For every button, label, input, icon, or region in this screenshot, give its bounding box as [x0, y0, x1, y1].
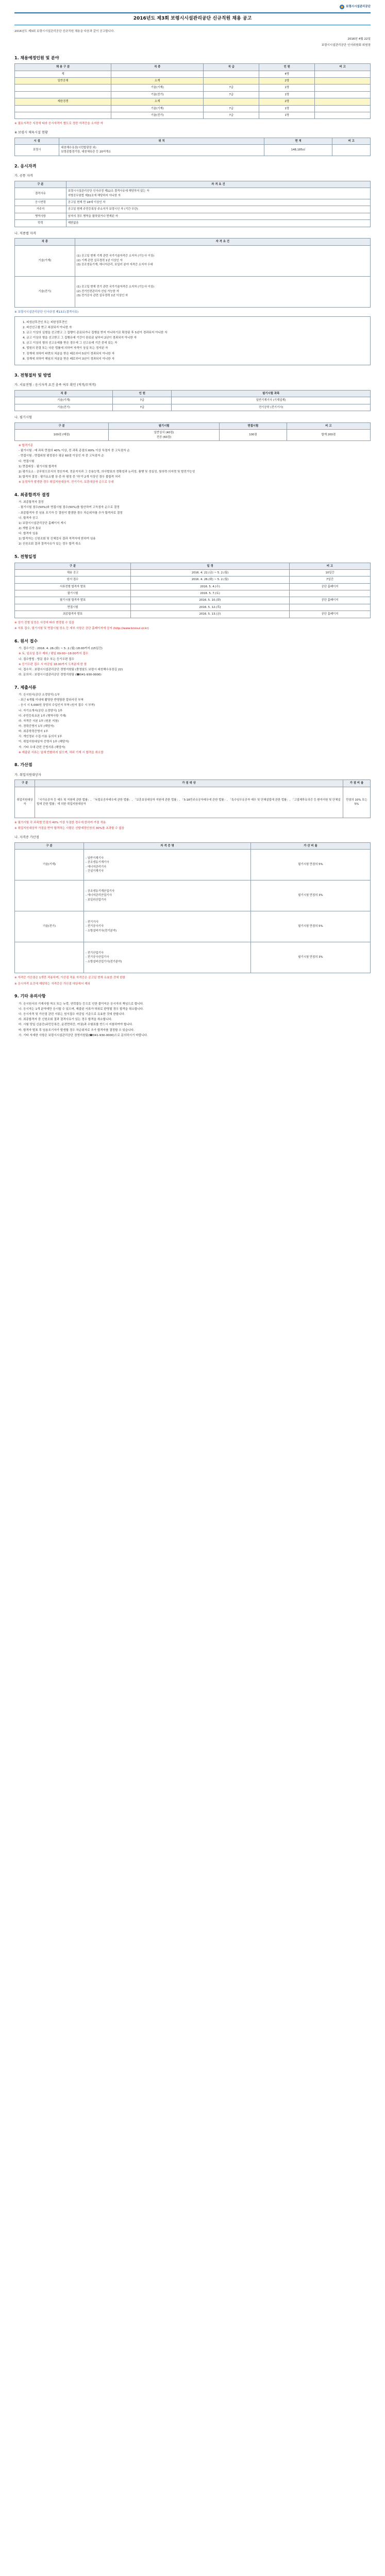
text-line: ※ 제출된 서류는 일체 반환하지 않으며, 허위 기재 시 합격을 취소함: [19, 751, 104, 754]
table-cell: 기술(전기): [111, 112, 204, 118]
table-cell: 필기시험 만점의 5%: [250, 911, 370, 942]
table-header-cell: 구 분: [15, 181, 66, 188]
table-row: [15, 611, 371, 618]
table-cell: [289, 604, 370, 611]
section-6-heading: 6. 원서 접수: [14, 638, 38, 643]
text-line: - 응시 시 5,000원 상당의 수입인지 부착 (원서 접수 시 부착): [19, 704, 95, 707]
cert-bonus-table: [14, 842, 371, 973]
table-cell: 100점: [220, 430, 287, 441]
table-row: [15, 597, 371, 604]
table-row: [15, 850, 371, 880]
issuing-org: 보령시시설관리공단 인사위원회 위원장: [321, 44, 371, 47]
table-header-cell: 가 점 비 율: [343, 780, 370, 787]
section-5-heading: 5. 전형일정: [14, 554, 37, 560]
text-line: ※ 동점자가 발생한 경우 취업지원대상자, 전기기사, 보훈대상자 순으로 우대: [19, 481, 114, 484]
table-cell: 원서 접수: [15, 577, 131, 583]
exam-subject-table: [14, 390, 371, 411]
text-line: 7. 징계에 의하여 파면의 처분을 받은 때로부터 5년이 경과되지 아니한 자: [23, 352, 114, 355]
text-line: 6. 법원의 판결 또는 다른 법률에 의하여 자격이 상실 또는 정지된 자: [23, 347, 108, 350]
table-row: [15, 942, 371, 973]
table-header-cell: 일 정: [131, 563, 290, 569]
table-cell: 기술(기계): [111, 105, 204, 112]
schedule-table: [14, 563, 371, 618]
application-text: [14, 647, 371, 677]
table-row: [15, 91, 371, 98]
table-cell: - 일반기계기사 - 공조냉동기계기사 - 에너지관리기사 - 건설기계기사: [84, 850, 251, 880]
table-cell: [315, 78, 371, 84]
table-header-cell: 자 격 증 명: [84, 842, 251, 849]
table-cell: 2명: [259, 78, 315, 84]
table-cell: 2016. 5. 13.(금): [131, 611, 290, 618]
table-cell: 거주지: [15, 206, 66, 213]
text-line: 다. 합격자 임용: [19, 532, 38, 536]
table-cell: 서류전형 합격자 발표: [15, 583, 131, 590]
table-cell: 기술(전기): [15, 404, 113, 411]
misc-notes: [14, 1002, 371, 1038]
table-cell: 응시연령: [15, 199, 66, 206]
table-header-cell: 직 종: [15, 390, 113, 397]
quota-note: ※ 필요자격증 지정에 따라 응시자격이 별도로 정한 자격증을 소지한 자: [14, 122, 103, 126]
table-cell: [332, 144, 371, 156]
intro-text: 2016년도 제3회 보령시시설관리공단 신규직원 채용을 다음과 같이 공고합니다.: [14, 29, 115, 33]
text-line: 가. 응시원서(공단 소정양식) 1부: [19, 693, 60, 697]
text-line: 나. 합격자 공고: [19, 516, 38, 520]
section-9-heading: 9. 기타 유의사항: [14, 994, 46, 999]
section-7-heading: 7. 제출서류: [14, 685, 37, 690]
table-cell: [15, 105, 111, 112]
table-cell: 필기시험 합격자 발표: [15, 597, 131, 604]
table-cell: 일반상식 (40점) 전공 (60점): [109, 430, 220, 441]
text-line: 나. 응시자는 1개 분야에만 응시할 수 있으며, 제출된 서류가 허위로 판명될 경우 합격을 취소합니다.: [19, 1007, 144, 1011]
text-line: ※ 취업지원대상자 가점을 받아 합격하는 사람은 선발예정인원의 30%를 초과할 수 없음: [14, 827, 125, 831]
table-header-cell: 인 원: [259, 64, 315, 71]
text-line: 다. 면접시험: [19, 460, 35, 463]
table-row: [15, 105, 371, 112]
text-line: 라. 문의처 : 보령시시설관리공단 경영지원팀 (☎041-930-0000): [19, 673, 102, 676]
text-line: 8. 징계에 의하여 해임의 처분을 받은 때로부터 3년이 경과되지 아니한 자: [23, 357, 114, 361]
table-cell: 7일간: [289, 577, 370, 583]
table-row: [15, 583, 371, 590]
text-line: 가. 응시원서의 기재사항 착오 또는 누락, 연락불능 등으로 인한 불이익은 응시자의 책임으로 합니다.: [19, 1002, 144, 1006]
schedule-note: ※ 상기 전형 일정은 사정에 따라 변경될 수 있음: [14, 621, 75, 624]
table-header-cell: 가 점 대 상: [35, 780, 343, 787]
table-cell: 필기시험 만점의 5%: [250, 850, 370, 880]
text-line: 2) 개별 문자 통보: [19, 527, 41, 530]
text-line: 마. 경력증명서 1부 (해당자): [19, 724, 55, 728]
table-cell: 100점 (배점): [15, 430, 109, 441]
table-cell: 1명: [259, 112, 315, 118]
schedule-note-2: ※ 서류 접수, 필기시험 및 면접시험 장소 등 세부 사항은 공단 홈페이지에 공지 (http://www.brsisul.or.kr): [14, 627, 149, 631]
table-cell: 4명: [259, 71, 315, 77]
table-row: [15, 206, 371, 213]
text-line: 1. 피성년후견인 또는 피한정후견인: [23, 320, 68, 324]
table-row: [15, 71, 371, 77]
text-line: 2. 파산선고를 받고 복권되지 아니한 자: [23, 326, 72, 329]
table-cell: 기술(전기): [15, 276, 75, 307]
facility-subheading: ※ 보령시 체육시설 현황: [14, 130, 48, 134]
table-row: [15, 404, 371, 411]
notice-date: 2016년 4월 22일: [347, 37, 371, 41]
table-cell: 남자의 경우 병역을 필하였거나 면제된 자: [66, 213, 370, 219]
table-header-cell: 인 원: [113, 390, 172, 397]
table-cell: 「국가유공자 등 예우 및 지원에 관한 법률」, 「독립유공자예우에 관한 법률」, 「보훈보상대상자 지원에 관한 법률」, 「5·18민주유공자예우에 관한 법률」, 「특수임무유공자 예우 및 단체설립에 관한 법률」, 「고엽제후유의증 등 환자지원 및 단체설립에 관한 법률」에 의한 취업지원대상자: [35, 787, 343, 818]
table-cell: 일반기계기사 (기계설계): [172, 397, 371, 404]
table-header-cell: 면 적: [264, 138, 332, 144]
text-line: 다. 주민등록초본 1부 (병역사항 기재): [19, 714, 66, 718]
table-cell: [15, 112, 111, 118]
table-cell: 1명: [259, 91, 315, 98]
text-line: - 필기시험 점수(50%)와 면접시험 점수(50%)를 합산하여 고득점자 순으로 결정: [19, 506, 120, 510]
text-line: ※ 필기시험 각 과목별 만점의 40% 이상 득점한 경우에 한하여 가점 적용: [14, 821, 106, 824]
table-cell: 보령시시설관리공단 인사규정 제12조 결격사유에 해당하지 않는 자 지방공무원법 제31조에 해당하지 아니한 자: [66, 188, 370, 199]
table-cell: 기술(기계): [15, 850, 84, 880]
table-cell: 7급: [204, 91, 259, 98]
table-cell: 채용 공고: [15, 569, 131, 576]
table-cell: [15, 84, 111, 91]
disqualification-note: ※ 보령시시설관리공단 인사규정 제13조(결격사유): [14, 310, 79, 314]
veteran-notes: [14, 821, 371, 831]
table-cell: [315, 71, 371, 77]
table-row: [15, 220, 371, 227]
table-header-cell: 채 용 구 분: [15, 64, 111, 71]
text-line: 가. 최종합격자 결정: [19, 501, 44, 504]
table-row: [15, 98, 371, 105]
text-line: 바. 최종학력증명서 1부: [19, 730, 48, 734]
table-cell: 공고일 현재 주민등록상 주소지가 보령시인 자 (기간 무관): [66, 206, 370, 213]
text-line: 다. 접수처 : 보령시시설관리공단 경영지원팀 (충청남도 보령시 대천해수욕장길 22): [19, 668, 123, 671]
table-cell: 학력: [15, 220, 66, 227]
facility-table: [14, 138, 371, 156]
table-cell: 2명: [259, 98, 315, 105]
table-header-cell: 필기시험: [109, 422, 220, 429]
text-line: ※ 자격증 가산점은 1개만 적용하며, 가산점 적용 자격증은 공고일 현재 유효한 것에 한함: [14, 976, 126, 980]
table-cell: 대천해수욕장(시민탑광장 외) 보령종합경기장, 대천체육관 등 20여개소: [59, 144, 264, 156]
selection-process-text: [14, 444, 371, 485]
header-logo: [14, 3, 371, 10]
table-cell: [289, 590, 370, 597]
table-cell: 7급: [113, 397, 172, 404]
table-cell: [204, 78, 259, 84]
table-cell: 결격사유: [15, 188, 66, 199]
table-cell: [315, 105, 371, 112]
text-line: ※ 응시자격 요건에 해당하는 자격증은 가산점 대상에서 제외: [14, 982, 90, 986]
text-line: 다. 응시자격 및 가산점 관련 서류는 원서접수 마감일 기준으로 유효한 것에 한합니다.: [19, 1013, 125, 1016]
score-table: [14, 422, 371, 441]
table-cell: 148,185㎡: [264, 144, 332, 156]
text-line: 1) 면접대상 : 필기시험 합격자: [19, 465, 57, 468]
table-header-cell: 직 종: [111, 64, 204, 71]
table-cell: 전기공학 (전기기사): [172, 404, 371, 411]
table-header-cell: 구 분: [15, 780, 35, 787]
final-selection-text: [14, 500, 371, 547]
table-cell: 면접시험: [15, 604, 131, 611]
job-qual-table: [14, 238, 371, 307]
section-4-heading: 4. 최종합격자 결정: [14, 492, 50, 497]
table-cell: [315, 112, 371, 118]
veteran-subheading: 가. 취업지원대상자: [14, 773, 41, 777]
title-bar: [14, 12, 371, 25]
logo-text: 보령시시설관리공단: [346, 5, 371, 8]
text-line: - 면접시험 : 면접위원 평정점수 평균 60점 이상인 자 중 고득점자 순: [19, 454, 104, 458]
table-header-cell: 면접시험: [220, 422, 287, 429]
table-cell: 7급: [204, 84, 259, 91]
text-line: 라. 자격증 사본 1부 (원본 지참): [19, 719, 59, 723]
table-cell: 기술(전기): [15, 911, 84, 942]
table-cell: 1명: [259, 84, 315, 91]
job-qual-subheading: 나. 직종별 자격: [14, 231, 36, 235]
table-header-cell: 직 종: [15, 239, 75, 245]
text-line: 사. 기타 자세한 사항은 보령시시설관리공단 경영지원팀(☎041-930-0000)으로 문의하시기 바랍니다.: [19, 1033, 148, 1037]
table-cell: 7급: [113, 404, 172, 411]
table-cell: [15, 942, 84, 973]
text-line: 3) 합격자 결정 : 평가요소별 상·중·하 평정 중 '하'가 2개 이상인 경우 불합격 처리: [19, 476, 121, 479]
table-cell: 소계: [111, 78, 204, 84]
text-line: 2) 신원조회 결과 결격사유가 있는 경우 합격 취소: [19, 543, 81, 546]
table-cell: - 전기기사 - 전기공사기사 - 소방설비기사(전기분야): [84, 911, 251, 942]
table-cell: 제한경쟁: [15, 98, 111, 105]
table-cell: 7급: [204, 112, 259, 118]
table-cell: 7급: [204, 105, 259, 112]
table-row: [15, 276, 371, 307]
table-cell: [204, 98, 259, 105]
text-line: 1) 보령시시설관리공단 홈페이지 게시: [19, 521, 66, 525]
table-row: [15, 430, 371, 441]
table-cell: (1) 공고일 현재 전기 관련 국가기술자격증 소지자 (기능사 이상) (2) 전기안전관리자 선임 가능한 자 (3) 전기공사 관련 실무경력 1년 이상인 자: [75, 276, 370, 307]
org-logo-icon: [340, 5, 344, 9]
table-cell: [111, 71, 204, 77]
written-exam-subheading: 나. 필기시험: [14, 416, 32, 420]
table-row: [15, 880, 371, 911]
table-cell: [204, 71, 259, 77]
section-8-heading: 8. 가산점: [14, 762, 32, 768]
table-cell: 병역사항: [15, 213, 66, 219]
text-line: 4. 금고 이상의 형을 선고받고 그 집행유예 기간이 완료된 날부터 2년이 경과되지 아니한 자: [23, 336, 137, 340]
table-cell: [15, 880, 84, 911]
section-1-heading: 1. 채용예정인원 및 분야: [14, 55, 59, 60]
table-row: [15, 78, 371, 84]
text-line: 가. 접수기간 : 2016. 4. 26.(화) ~ 5. 2.(월) 18:00까지 (15일간): [19, 647, 103, 651]
table-cell: 공단 홈페이지: [289, 583, 370, 590]
table-cell: 만점의 10% 또는 5%: [343, 787, 370, 818]
page-title: 2016년도 제3회 보령시시설관리공단 신규직원 채용 공고: [133, 16, 252, 21]
table-header-cell: 자 격 요 건: [75, 239, 370, 245]
text-line: 3. 금고 이상의 실형을 선고받고 그 집행이 종료되거나 집행을 받지 아니하기로 확정된 후 5년이 경과되지 아니한 자: [23, 331, 168, 335]
table-header-cell: 구 분: [15, 422, 109, 429]
recruit-quota-table: [14, 63, 371, 119]
table-row: [15, 569, 371, 576]
text-line: - 필기시험 : 매 과목 만점의 40% 이상, 전 과목 총점의 60% 이상 득점자 중 고득점자 순: [19, 449, 130, 453]
table-row: [15, 199, 371, 206]
table-row: [15, 911, 371, 942]
table-header-cell: 비 고: [332, 138, 371, 144]
table-header-cell: 시 설: [15, 138, 59, 144]
table-header-cell: 비 고: [315, 64, 371, 71]
text-line: - 최근 6개월 이내에 촬영한 반명함판 칼라사진 부착: [19, 699, 84, 702]
text-line: 라. 최종합격자 중 신원조회 결과 결격사유가 있는 경우 합격을 취소합니다.: [19, 1018, 112, 1022]
table-cell: 계: [15, 71, 111, 77]
table-header-cell: 자 격 요 건: [66, 181, 370, 188]
table-row: [15, 188, 371, 199]
table-row: [15, 245, 371, 276]
table-header-cell: 가 산 비 율: [250, 842, 370, 849]
table-cell: 소계: [111, 98, 204, 105]
table-cell: [315, 98, 371, 105]
text-line: 마. 시험 당일 신분증(주민등록증, 운전면허증, 여권)과 수험표를 반드시 지참하여야 합니다.: [19, 1023, 133, 1027]
table-row: [15, 397, 371, 404]
text-line: 나. 자기소개서(공단 소정양식) 1부: [19, 709, 63, 713]
table-cell: 공단 홈페이지: [289, 597, 370, 604]
table-row: [15, 604, 371, 611]
table-cell: 필기시험: [15, 590, 131, 597]
section-2-heading: 2. 응시자격: [14, 163, 37, 168]
text-line: ※ 토, 일요일 접수 제외 / 평일 09:00~18:00까지 접수: [19, 652, 89, 656]
table-cell: 10일간: [289, 569, 370, 576]
text-line: 바. 합격자 발표 후 임용포기자가 발생할 경우 차순위자로 추가 합격자를 결정할 수 있습니다.: [19, 1028, 135, 1032]
cert-notes: [14, 976, 371, 986]
cert-subheading: 나. 자격증 가산점: [14, 836, 39, 840]
common-qual-subheading: 가. 공통 자격: [14, 174, 33, 178]
documents-text: [14, 693, 371, 755]
table-header-cell: 위 치: [59, 138, 264, 144]
table-cell: 보령시: [15, 144, 59, 156]
table-cell: 합계 200점: [287, 430, 370, 441]
table-cell: [15, 91, 111, 98]
table-cell: - 전기산업기사 - 전기공사산업기사 - 소방설비산업기사(전기분야): [84, 942, 251, 973]
table-row: [15, 84, 371, 91]
text-line: ※ 합격기준: [19, 444, 34, 448]
table-cell: 2016. 4. 26.(화) ~ 5. 2.(월): [131, 577, 290, 583]
table-cell: 기술(기계): [15, 397, 113, 404]
table-cell: 2016. 5. 10.(화): [131, 597, 290, 604]
table-cell: 2016. 5. 12.(목): [131, 604, 290, 611]
table-header-cell: 필기시험 과목: [172, 390, 371, 397]
text-line: 2) 평가요소 : 공무원으로서의 정신자세, 전문지식과 그 응용능력, 의사발표의 정확성과 논리성, 품행 및 성실성, 창의력·의지력 및 발전가능성: [19, 470, 195, 473]
text-line: - 최종합격자 중 임용 포기자 등 결원이 발생한 경우 차순위자를 추가 합격자로 결정: [19, 511, 123, 515]
table-header-cell: 직 급: [204, 64, 259, 71]
veteran-bonus-table: [14, 779, 371, 818]
section-3-heading: 3. 전형절차 및 방법: [14, 372, 52, 378]
table-row: [15, 112, 371, 118]
text-line: 나. 접수방법 : 방문 접수 또는 등기우편 접수: [19, 657, 74, 661]
table-cell: 1명: [259, 105, 315, 112]
table-header-cell: 비 고: [289, 563, 370, 569]
text-line: 1) 합격자는 신원조회 및 신체검사 결과 적격자에 한하여 임용: [19, 537, 96, 541]
table-header-cell: 구 분: [15, 842, 84, 849]
table-cell: 제한없음: [66, 220, 370, 227]
text-line: 자. 기타 우대 관련 증빙서류 (해당자): [19, 745, 65, 749]
table-cell: 필기시험 만점의 3%: [250, 880, 370, 911]
common-qual-table: [14, 181, 371, 227]
table-header-cell: 구 분: [15, 563, 131, 569]
table-row: [15, 577, 371, 583]
text-line: 아. 취업지원대상자 증명서 1부 (해당자): [19, 740, 69, 744]
table-cell: 기술(기계): [111, 84, 204, 91]
text-line: ※ 등기우편 접수 시 마감일 18:00까지 도착분에 한 함: [19, 663, 87, 666]
table-cell: 공고일 현재 만 18세 이상인 자: [66, 199, 370, 206]
table-cell: 최종합격자 발표: [15, 611, 131, 618]
table-cell: 공단 홈페이지: [289, 611, 370, 618]
table-cell: 취업지원대상자: [15, 787, 35, 818]
table-cell: 일반공채: [15, 78, 111, 84]
table-cell: 2016. 5. 7.(토): [131, 590, 290, 597]
disqualification-box: [14, 316, 371, 365]
table-cell: 기술(기계): [15, 245, 75, 276]
table-header-cell: 비 고: [287, 422, 370, 429]
doc-screening-subheading: 가. 서류전형 : 응시자격 요건 충족 여부 확인 (적격/부적격): [14, 383, 96, 387]
table-row: [15, 590, 371, 597]
table-row: [15, 144, 371, 156]
table-cell: [315, 84, 371, 91]
table-cell: 기술(전기): [111, 91, 204, 98]
table-cell: 2016. 4. 22.(금) ~ 5. 2.(월): [131, 569, 290, 576]
table-row: [15, 213, 371, 219]
table-cell: - 공조냉동기계산업기사 - 에너지관리산업기사 - 보일러산업기사: [84, 880, 251, 911]
text-line: 5. 금고 이상의 형의 선고유예를 받은 경우에 그 선고유예 기간 중에 있는 자: [23, 342, 118, 345]
table-cell: 2016. 5. 4.(수): [131, 583, 290, 590]
table-cell: [315, 91, 371, 98]
table-cell: (1) 공고일 현재 기계 관련 국가기술자격증 소지자 (기능사 이상) (2) 기계 관련 실무경력 1년 이상인 자 (3) 공조냉동기계, 에너지관리, 보일러 분야 자격증 소지자 우대: [75, 245, 370, 276]
text-line: 사. 개인정보 수집·이용 동의서 1부: [19, 735, 62, 739]
table-row: [15, 787, 371, 818]
table-cell: 필기시험 만점의 3%: [250, 942, 370, 973]
